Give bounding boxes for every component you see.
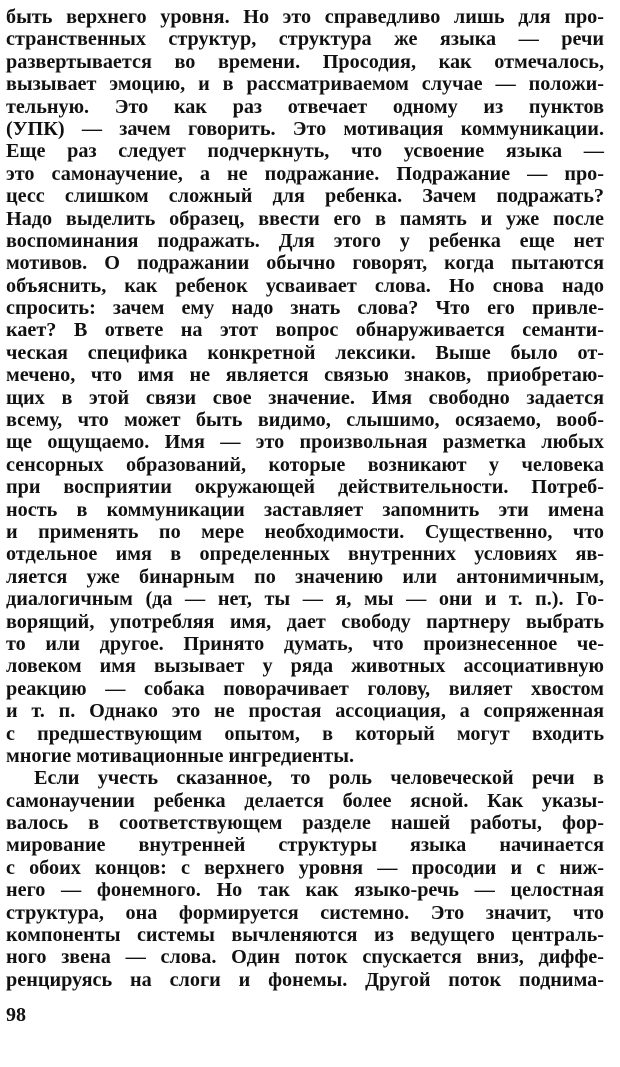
paragraph-1 xyxy=(6,6,604,767)
text-line: ще ощущаемо. Имя — это произвольная разметка любых xyxy=(6,431,604,454)
text-line: отдельное имя в определенных внутренних условиях яв- xyxy=(6,543,604,566)
text-line: многие мотивационные ингредиенты. xyxy=(6,744,355,767)
text-line: всему, что может быть видимо, слышимо, осязаемо, вооб- xyxy=(6,409,604,432)
text-line: него — фонемного. Но так как языко-речь — целостная xyxy=(6,879,604,902)
text-line: с предшествующим опытом, в который могут входить xyxy=(6,722,604,745)
text-line: (УПК) — зачем говорить. Это мотивация коммуникации. xyxy=(6,117,604,140)
text-line: ворящий, употребляя имя, дает свободу партнеру выбрать xyxy=(6,610,604,633)
text-line: Если учесть сказанное, то роль человеческой речи в xyxy=(34,767,604,790)
text-line: то или другое. Принято думать, что произнесенное че- xyxy=(6,632,604,655)
text-line: компоненты системы вычленяются из ведущего централь- xyxy=(6,924,604,947)
text-line: Еще раз следует подчеркнуть, что усвоение языка — xyxy=(6,140,604,163)
text-line: ность в коммуникации заставляет запомнить эти имена xyxy=(6,498,604,521)
text-line: и применять по мере необходимости. Существенно, что xyxy=(6,520,604,543)
text-line: ческая специфика конкретной лексики. Выше было от- xyxy=(6,341,604,364)
document-page xyxy=(6,6,604,991)
text-line: сенсорных образований, которые возникают у человека xyxy=(6,453,604,476)
text-line: тельную. Это как раз отвечает одному из пунктов xyxy=(6,95,604,118)
text-line: мотивов. О подражании обычно говорят, когда пытаются xyxy=(6,252,604,275)
text-line: при восприятии окружающей действительности. Потреб- xyxy=(6,476,604,499)
text-line: щих в этой связи свое значение. Имя свободно задается xyxy=(6,386,604,409)
text-line: самонаучении ребенка делается более ясной. Как указы- xyxy=(6,789,604,812)
text-line: Надо выделить образец, ввести его в память и уже после xyxy=(6,207,604,230)
text-line: ренцируясь на слоги и фонемы. Другой поток поднима- xyxy=(6,968,604,991)
text-line: вызывает эмоцию, и в рассматриваемом случае — положи- xyxy=(6,73,604,96)
page-number: 98 xyxy=(6,1004,26,1026)
text-line: с обоих концов: с верхнего уровня — просодии и с ниж- xyxy=(6,856,604,879)
text-line: ляется уже бинарным по значению или антонимичным, xyxy=(6,565,604,588)
text-line: ловеком имя вызывает у ряда животных ассоциативную xyxy=(6,655,604,678)
text-line: кает? В ответе на этот вопрос обнаруживается семанти- xyxy=(6,319,604,342)
paragraph-2 xyxy=(6,767,604,991)
text-line: мирование внутренней структуры языка начинается xyxy=(6,834,604,857)
text-line: спросить: зачем ему надо знать слова? Что его привле- xyxy=(6,297,604,320)
text-line: структура, она формируется системно. Это значит, что xyxy=(6,901,604,924)
text-line: быть верхнего уровня. Но это справедливо лишь для про- xyxy=(6,6,604,28)
text-line: цесс слишком сложный для ребенка. Зачем подражать? xyxy=(6,185,604,208)
text-line: ного звена — слова. Один поток спускается вниз, диффе- xyxy=(6,946,604,969)
text-line: валось в соответствующем разделе нашей работы, фор- xyxy=(6,812,604,835)
text-line: диалогичным (да — нет, ты — я, мы — они и т. п.). Го- xyxy=(6,588,604,611)
text-line: воспоминания подражать. Для этого у ребенка еще нет xyxy=(6,229,604,252)
text-line: реакцию — собака поворачивает голову, виляет хвостом xyxy=(6,677,604,700)
text-line: и т. п. Однако это не простая ассоциация, а сопряженная xyxy=(6,700,604,723)
text-line: развертывается во времени. Просодия, как отмечалось, xyxy=(6,50,604,73)
text-line: это самонаучение, а не подражание. Подражание — про- xyxy=(6,162,604,185)
text-line: мечено, что имя не является связью знаков, приобретаю- xyxy=(6,364,604,387)
text-line: странственных структур, структура же языка — речи xyxy=(6,28,604,51)
text-line: объяснить, как ребенок усваивает слова. Но снова надо xyxy=(6,274,604,297)
